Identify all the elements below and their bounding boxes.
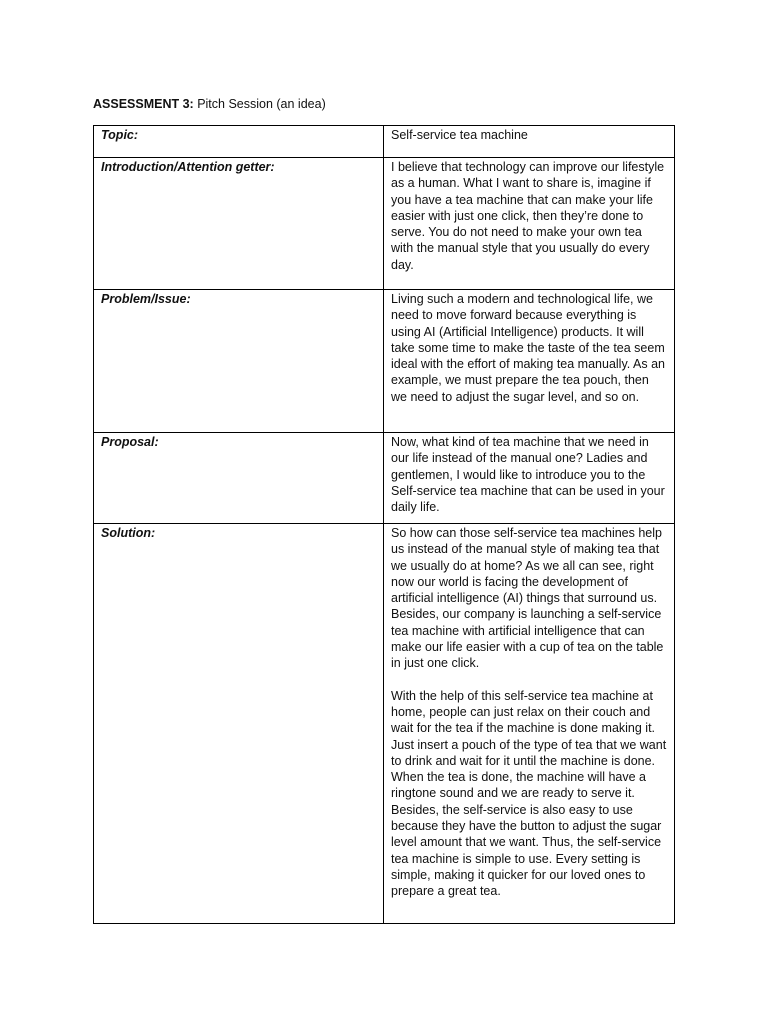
table-row-problem xyxy=(94,290,675,433)
pitch-table xyxy=(93,125,675,924)
table-row-solution xyxy=(94,524,675,924)
row-label: Introduction/Attention getter: xyxy=(101,160,275,174)
heading-rest: Pitch Session (an idea) xyxy=(193,97,326,111)
document-heading xyxy=(93,97,326,111)
row-content-cell xyxy=(384,524,675,924)
row-label: Proposal: xyxy=(101,435,159,449)
row-content-cell xyxy=(384,126,675,158)
row-text: With the help of this self-service tea machine at home, people can just relax on their couch and wait for the tea if the machine is done making it. Just insert a pouch of the type of tea that we want to drink and wait for it until the machine is done. When the tea is done, the machine will have a ringtone sound and we are ready to serve it. Besides, the self-service is also easy to use because they have the button to adjust the sugar level amount that we want. Thus, the self-service tea machine is simple to use. Every setting is simple, making it quicker for our loved ones to prepare a great tea. xyxy=(391,688,667,899)
row-text: I believe that technology can improve our lifestyle as a human. What I want to share is, imagine if you have a tea machine that can make your life easier with just one click, then they’re done to serve. You do not need to make your own tea with the manual style that you usually do every day. xyxy=(391,160,665,272)
row-label: Topic: xyxy=(101,128,139,142)
row-content-cell xyxy=(384,290,675,433)
row-text: So how can those self-service tea machines help us instead of the manual style of making tea that we usually do at home? As we all can see, right now our world is facing the development of artificial intelligence (AI) things that surround us. Besides, our company is launching a self-service tea machine with artificial intelligence that can make our life easier with a cup of tea on the table in just one click. xyxy=(391,526,664,671)
row-label: Problem/Issue: xyxy=(101,292,191,306)
row-label-cell xyxy=(94,290,384,433)
row-label: Solution: xyxy=(101,526,156,540)
row-text: Self-service tea machine xyxy=(391,128,528,142)
row-label-cell xyxy=(94,158,384,290)
table-row-topic xyxy=(94,126,675,158)
row-label-cell xyxy=(94,433,384,524)
row-text: Living such a modern and technological life, we need to move forward because everything is using AI (Artificial Intelligence) products. It will take some time to make the taste of the tea seem ideal with the effort of making tea manually. As an example, we must prepare the tea pouch, then we need to adjust the sugar level, and so on. xyxy=(391,292,665,404)
row-content-cell xyxy=(384,158,675,290)
row-label-cell xyxy=(94,126,384,158)
row-label-cell xyxy=(94,524,384,924)
heading-prefix: ASSESSMENT 3: xyxy=(93,97,194,111)
row-text: Now, what kind of tea machine that we need in our life instead of the manual one? Ladies and gentlemen, I would like to introduce you to the Self-service tea machine that can be used in your daily life. xyxy=(391,435,665,515)
row-content-cell xyxy=(384,433,675,524)
table-row-proposal xyxy=(94,433,675,524)
table-row-introduction xyxy=(94,158,675,290)
